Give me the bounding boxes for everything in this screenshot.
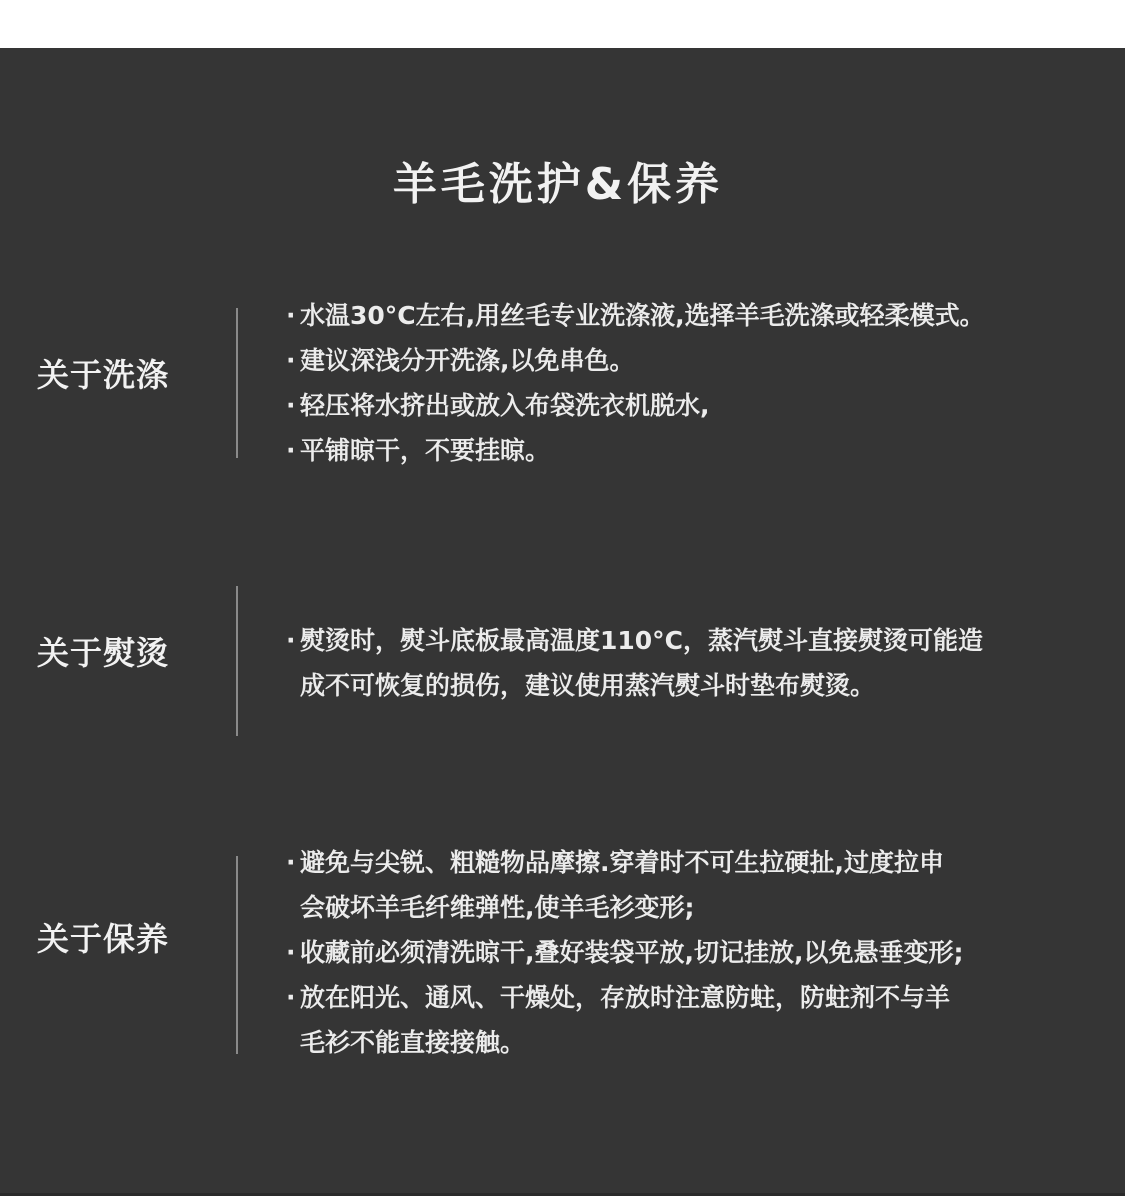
list-item: 会破坏羊毛纤维弹性,使羊毛衫变形; [300, 893, 695, 922]
section-divider [236, 856, 238, 1054]
section-divider [236, 586, 238, 736]
list-item: · 熨烫时，熨斗底板最高温度110°C，蒸汽熨斗直接熨烫可能造 [286, 626, 984, 655]
section-lines-washing [286, 293, 1122, 473]
section-divider [236, 308, 238, 458]
list-item: · 收藏前必须清洗晾干,叠好装袋平放,切记挂放,以免悬垂变形; [286, 938, 964, 967]
list-item: · 避免与尖锐、粗糙物品摩擦.穿着时不可生拉硬扯,过度拉申 [286, 848, 944, 877]
list-item: · 建议深浅分开洗涤,以免串色。 [286, 346, 635, 375]
section-label-washing: 关于洗涤 [37, 356, 170, 394]
page-title: 羊毛洗护&保养 [392, 159, 724, 210]
list-item: 成不可恢复的损伤，建议使用蒸汽熨斗时垫布熨烫。 [300, 671, 876, 700]
list-item: · 水温30°C左右,用丝毛专业洗涤液,选择羊毛洗涤或轻柔模式。 [286, 301, 985, 330]
list-item: · 放在阳光、通风、干燥处，存放时注意防蛀，防蛀剂不与羊 [286, 983, 951, 1012]
list-item: 毛衫不能直接接触。 [300, 1028, 526, 1057]
section-label-maintenance: 关于保养 [37, 920, 170, 958]
section-lines-ironing [286, 618, 1122, 708]
care-panel [0, 48, 1125, 1196]
section-label-ironing: 关于熨烫 [37, 634, 170, 672]
list-item: · 平铺晾干，不要挂晾。 [286, 436, 551, 465]
section-lines-maintenance [286, 840, 1122, 1065]
list-item: · 轻压将水挤出或放入布袋洗衣机脱水, [286, 391, 710, 420]
